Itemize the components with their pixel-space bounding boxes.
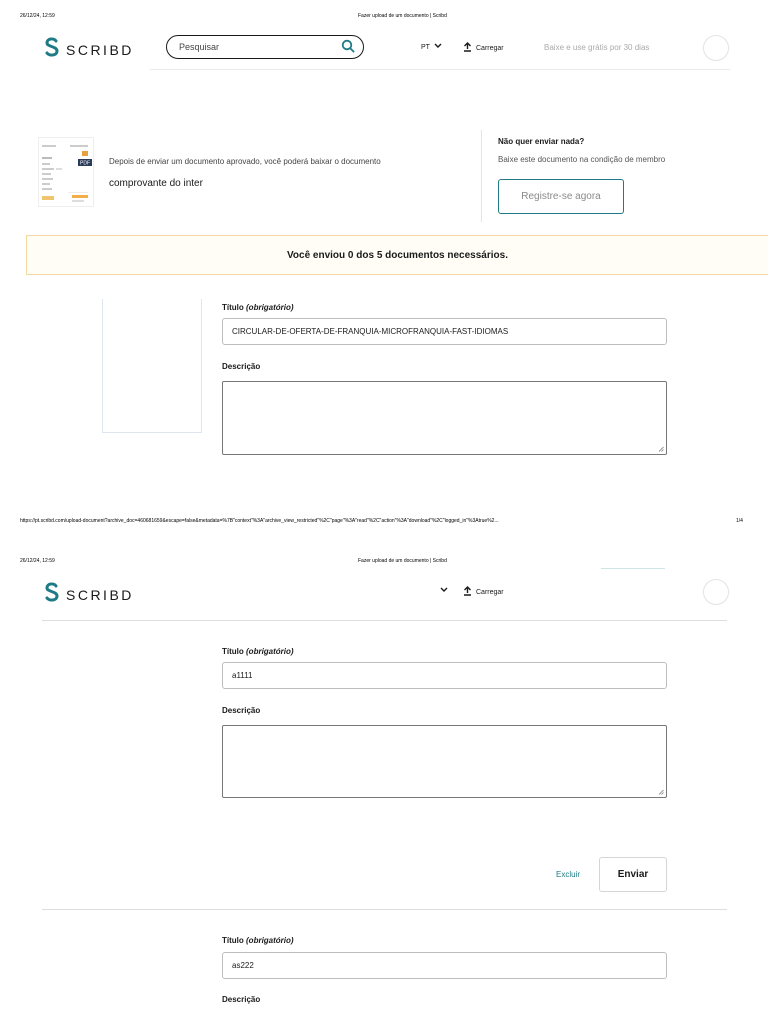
svg-text:PDF: PDF xyxy=(80,160,90,167)
scribd-logo[interactable] xyxy=(44,582,134,608)
scribd-logo-icon xyxy=(44,582,60,608)
title-input[interactable]: a1111 xyxy=(222,662,667,689)
upload-icon xyxy=(463,42,472,54)
member-subtitle: Baixe este documento na condição de membro xyxy=(498,155,666,164)
resize-grip-icon[interactable] xyxy=(658,446,664,452)
upload-info-message: Depois de enviar um documento aprovado, você poderá baixar o documento xyxy=(109,157,381,166)
description-label: Descrição xyxy=(222,706,261,715)
user-avatar[interactable] xyxy=(703,35,729,61)
description-label: Descrição xyxy=(222,362,261,371)
upload-icon xyxy=(463,586,472,598)
free-trial-link[interactable]: Baixe e use grátis por 30 dias xyxy=(544,43,650,52)
trial-underline xyxy=(601,568,665,569)
user-avatar[interactable] xyxy=(703,579,729,605)
description-textarea[interactable] xyxy=(222,725,667,798)
search-icon[interactable] xyxy=(341,39,355,55)
search-placeholder: Pesquisar xyxy=(179,42,220,52)
title-input[interactable]: as222 xyxy=(222,952,667,979)
print-datetime: 26/12/24, 12:59 xyxy=(20,558,55,564)
print-page-title: Fazer upload de um documento | Scribd xyxy=(358,558,447,564)
title-label: Título (obrigatório) xyxy=(222,303,294,312)
print-datetime: 26/12/24, 12:59 xyxy=(20,13,55,19)
scribd-logo-icon xyxy=(44,37,60,63)
upload-label: Carregar xyxy=(476,44,504,52)
info-divider xyxy=(481,130,482,222)
chevron-down-icon xyxy=(440,587,448,595)
description-textarea[interactable] xyxy=(222,381,667,455)
member-title: Não quer enviar nada? xyxy=(498,137,585,146)
title-label: Título (obrigatório) xyxy=(222,936,294,945)
language-selector[interactable] xyxy=(421,43,442,51)
print-url: https://pt.scribd.com/upload-document?archive_doc=460681659&escape=false&metadata=%7B"context"%3A"archive_view_restricted"%2C"page"%3A"read"%2C"action"%3A"download"%2C"logged_in"%3Atrue%2... xyxy=(20,518,499,524)
title-label: Título (obrigatório) xyxy=(222,647,294,656)
scribd-logo[interactable] xyxy=(44,37,134,63)
section-divider xyxy=(42,620,727,621)
resize-grip-icon[interactable] xyxy=(658,789,664,795)
document-thumbnail xyxy=(38,137,94,207)
search-input[interactable] xyxy=(166,35,364,59)
upload-link[interactable] xyxy=(463,42,504,54)
current-document-name: comprovante do inter xyxy=(109,178,203,189)
language-label: PT xyxy=(421,43,430,51)
scribd-logo-text: SCRIBD xyxy=(66,587,134,603)
register-button[interactable]: Registre-se agora xyxy=(498,179,624,214)
section-divider xyxy=(42,909,727,910)
delete-link[interactable]: Excluir xyxy=(556,870,581,879)
print-page-title: Fazer upload de um documento | Scribd xyxy=(358,13,447,19)
description-label: Descrição xyxy=(222,995,261,1004)
language-selector[interactable] xyxy=(440,587,448,595)
upload-label: Carregar xyxy=(476,588,504,596)
header-divider xyxy=(150,69,730,70)
title-input[interactable]: CIRCULAR-DE-OFERTA-DE-FRANQUIA-MICROFRANQUIA-FAST-IDIOMAS xyxy=(222,318,667,345)
upload-progress-banner: Você enviou 0 dos 5 documentos necessários. xyxy=(26,235,768,275)
scribd-logo-text: SCRIBD xyxy=(66,42,134,58)
chevron-down-icon xyxy=(434,43,442,51)
document-preview xyxy=(102,299,202,433)
print-page-counter: 1/4 xyxy=(736,518,743,524)
send-button[interactable]: Enviar xyxy=(599,857,667,892)
upload-link[interactable] xyxy=(463,586,504,598)
